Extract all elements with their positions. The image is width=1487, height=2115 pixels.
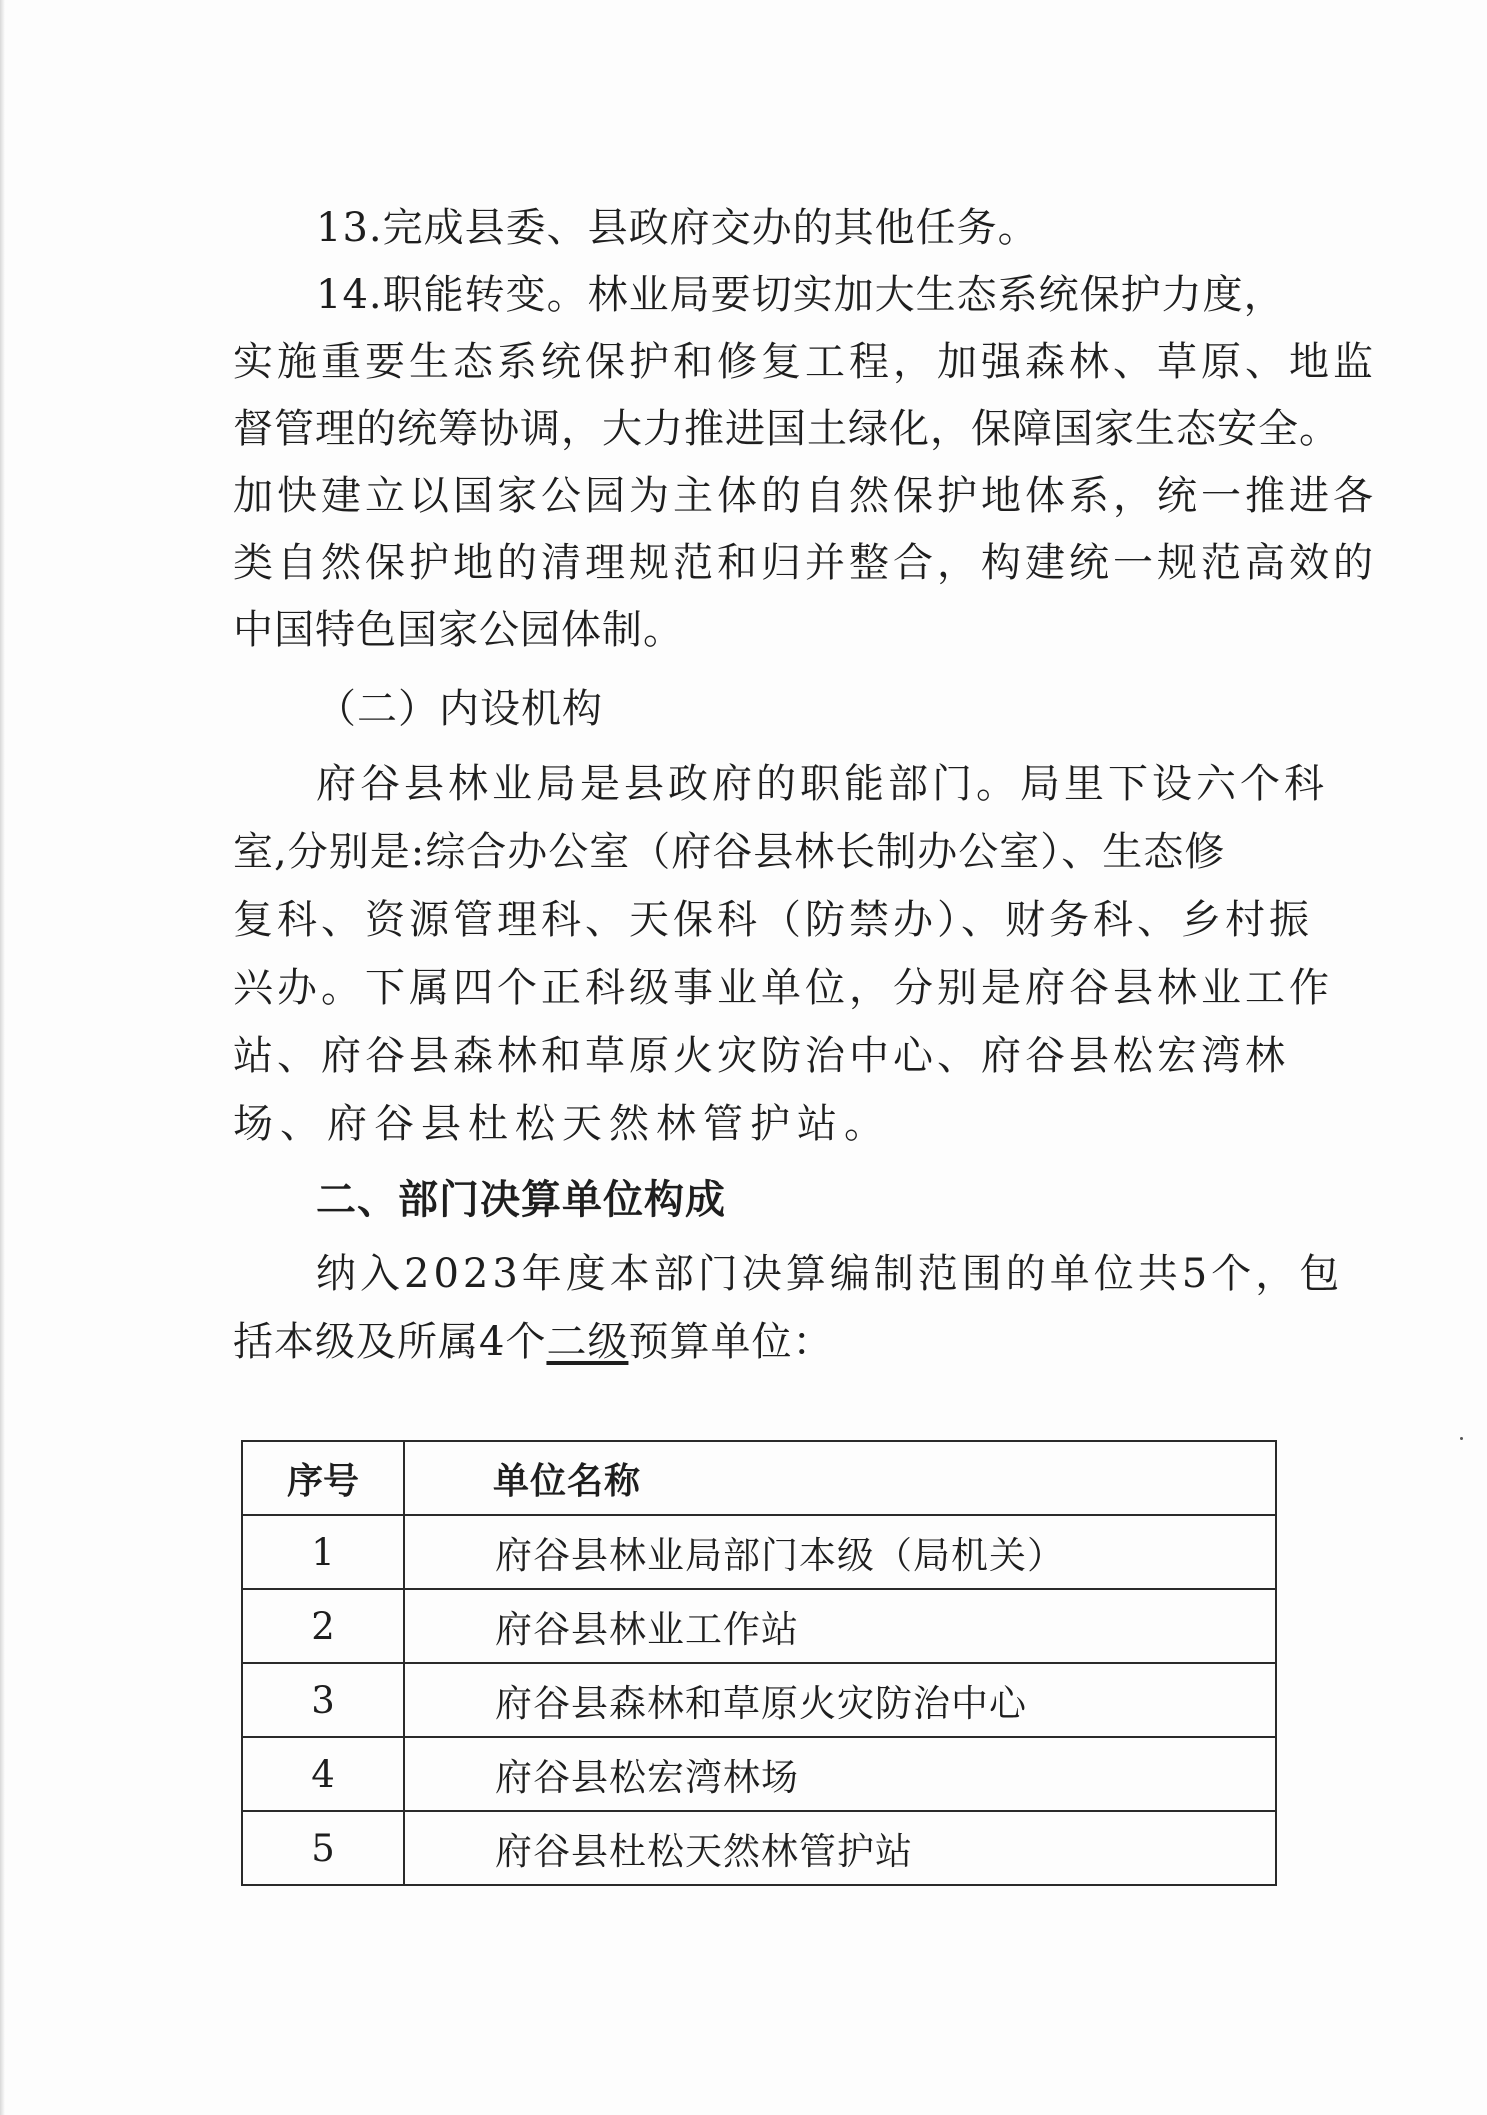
- scope-line-2-post: 预算单位：: [628, 1319, 834, 1365]
- scope-line-1: 纳入2023年度本部门决算编制范围的单位共5个，包: [316, 1251, 1344, 1297]
- cell-unit-name: 府谷县林业局部门本级（局机关）: [404, 1515, 1276, 1589]
- internal-line-4: 兴办。下属四个正科级事业单位，分别是府谷县林业工作: [233, 965, 1333, 1011]
- scan-edge: [0, 0, 5, 2115]
- cell-unit-name: 府谷县松宏湾林场: [404, 1737, 1276, 1811]
- header-unit-name: 单位名称: [404, 1441, 1276, 1515]
- scope-line-2-underlined: 二级: [546, 1319, 629, 1365]
- item-14-line-6: 中国特色国家公园体制。: [233, 607, 684, 653]
- table-row: [242, 1589, 1276, 1663]
- item-14-line-2: 实施重要生态系统保护和修复工程，加强森林、草原、地监: [233, 339, 1377, 385]
- cell-unit-name: 府谷县杜松天然林管护站: [404, 1811, 1276, 1885]
- cell-unit-name: 府谷县林业工作站: [404, 1589, 1276, 1663]
- item-14-line-1: 14.职能转变。林业局要切实加大生态系统保护力度，: [316, 272, 1285, 318]
- table-row: [242, 1811, 1276, 1885]
- table-row: [242, 1737, 1276, 1811]
- cell-serial: 2: [242, 1589, 404, 1663]
- cell-serial: 3: [242, 1663, 404, 1737]
- scope-line-2-pre: 括本级及所属4个: [233, 1319, 547, 1365]
- internal-line-5: 站、府谷县森林和草原火灾防治中心、府谷县松宏湾林: [233, 1033, 1289, 1079]
- internal-line-3: 复科、资源管理科、天保科（防禁办）、财务科、乡村振: [233, 897, 1313, 943]
- item-13: 13.完成县委、县政府交办的其他任务。: [316, 205, 1039, 251]
- table-row: [242, 1663, 1276, 1737]
- section-internal-heading: （二）内设机构: [316, 686, 603, 732]
- cell-unit-name: 府谷县森林和草原火灾防治中心: [404, 1663, 1276, 1737]
- section-2-heading: 二、部门决算单位构成: [316, 1177, 726, 1223]
- table-header-row: [242, 1441, 1276, 1515]
- item-14-line-3: 督管理的统筹协调，大力推进国土绿化，保障国家生态安全。: [233, 406, 1340, 452]
- cell-serial: 1: [242, 1515, 404, 1589]
- cell-serial: 5: [242, 1811, 404, 1885]
- internal-line-6: 场、府谷县杜松天然林管护站。: [233, 1101, 891, 1147]
- header-serial: 序号: [242, 1441, 404, 1515]
- cell-serial: 4: [242, 1737, 404, 1811]
- item-14-line-4: 加快建立以国家公园为主体的自然保护地体系，统一推进各: [233, 473, 1377, 519]
- scan-speck: [1460, 1437, 1463, 1440]
- budget-units-table: [241, 1440, 1277, 1886]
- internal-line-1: 府谷县林业局是县政府的职能部门。局里下设六个科: [316, 761, 1328, 807]
- scope-line-2: [233, 1318, 1273, 1366]
- internal-line-2: 室,分别是:综合办公室（府谷县林长制办公室）、生态修: [233, 829, 1226, 875]
- table-row: [242, 1515, 1276, 1589]
- item-14-line-5: 类自然保护地的清理规范和归并整合，构建统一规范高效的: [233, 540, 1377, 586]
